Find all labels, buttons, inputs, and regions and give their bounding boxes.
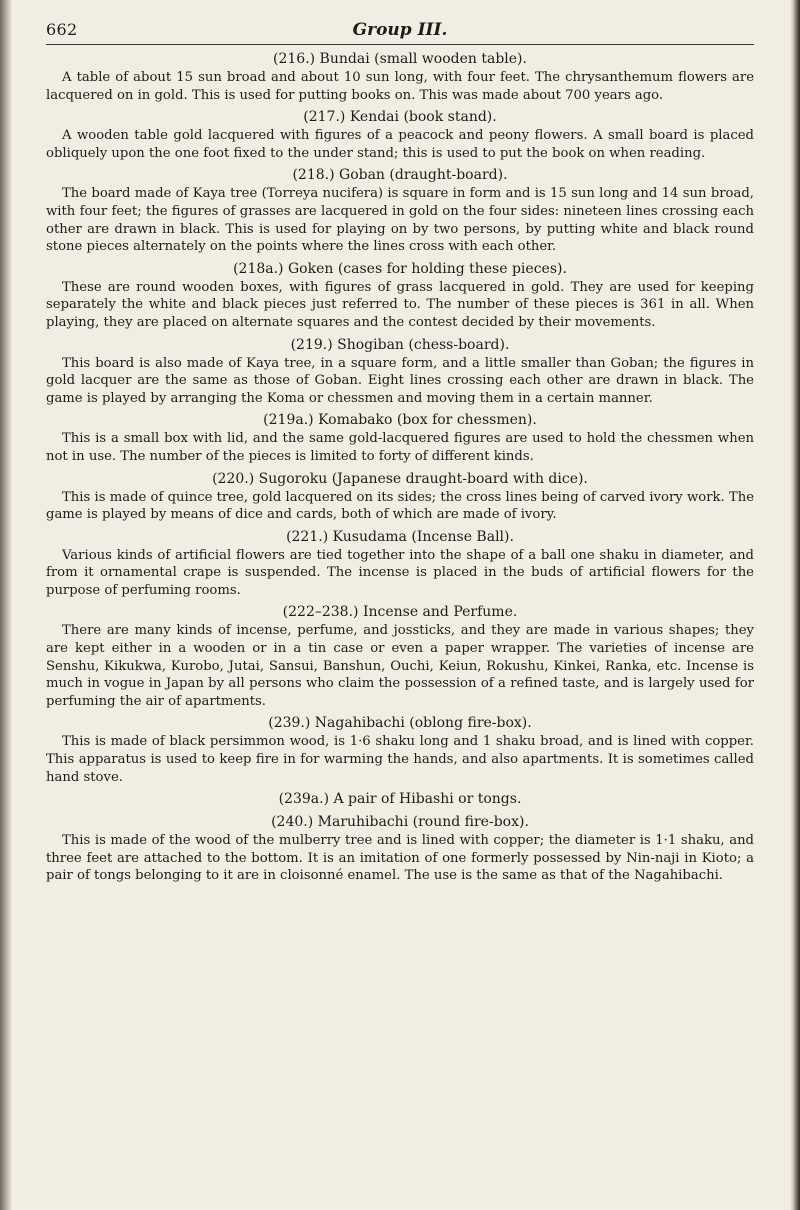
entry-text: Various kinds of artificial flowers are tied together into the shape of a ball one shaku in diameter, and from it ornamental crape is suspended. The incense is placed in the buds of artificial flowers for the purpose of perfuming rooms.	[46, 547, 754, 598]
page-header	[46, 20, 754, 45]
left-page-edge	[0, 0, 12, 1210]
entry-heading: (240.) Maruhibachi (round fire-box).	[271, 814, 529, 831]
entry-text: A wooden table gold lacquered with figures of a peacock and peony flowers. A small board is placed obliquely upon the one foot fixed to the under stand; this is used to put the book on when reading.	[46, 128, 754, 161]
entry-222-238	[46, 602, 754, 710]
entry-218a	[46, 259, 754, 332]
page-number: 662	[46, 20, 78, 39]
entry-text: This is made of quince tree, gold lacquered on its sides; the cross lines being of carved ivory work. The game is played by means of dice and cards, both of which are made of ivory.	[46, 489, 754, 523]
entry-heading: (219a.) Komabako (box for chessmen).	[263, 412, 537, 429]
entry-heading: (219.) Shogiban (chess-board).	[290, 336, 510, 353]
entry-220	[46, 469, 754, 524]
entry-text: This is a small box with lid, and the same gold-lacquered figures are used to hold the chessmen when not in use. The number of the pieces is limited to forty of different kinds.	[46, 431, 754, 464]
entry-heading: (216.) Bundai (small wooden table).	[273, 51, 527, 67]
entry-heading: (220.) Sugoroku (Japanese draught-board with dice).	[212, 470, 588, 487]
entry-heading: (218a.) Goken (cases for holding these pieces).	[233, 260, 567, 277]
entry-heading: (217.) Kendai (book stand).	[303, 109, 497, 126]
right-page-edge	[790, 0, 800, 1210]
entry-218	[46, 165, 754, 255]
entry-heading: (218.) Goban (draught-board).	[292, 167, 508, 184]
entry-219	[46, 335, 754, 408]
entry-239	[46, 713, 754, 786]
catalogue-entries	[46, 49, 754, 885]
entry-239a	[46, 789, 754, 809]
entry-heading: (239.) Nagahibachi (oblong fire-box).	[268, 715, 532, 732]
entry-221	[46, 527, 754, 600]
running-head: Group III.	[352, 20, 448, 40]
entry-219a	[46, 410, 754, 465]
entry-heading: (221.) Kusudama (Incense Ball).	[286, 528, 514, 545]
entry-text: There are many kinds of incense, perfume, and jossticks, and they are made in various shapes; they are kept either in a wooden or in a tin case or even a paper wrapper. The varieties of incense are Senshu, Kikukwa, Kurobo, Jutai, Sansui, Banshun, Ouchi, Keiun, Rokushu, Kinkei, Ranka, etc. Incense is much in vogue in Japan by all persons who claim the possession of a refined taste, and is largely used for perfuming the air of apartments.	[46, 623, 754, 709]
entry-text: The board made of Kaya tree (Torreya nucifera) is square in form and is 15 sun long and 14 sun broad, with four feet; the figures of grasses are lacquered in gold on the four sides: nineteen lines crossing each other are drawn in black. This is used for playing on by two persons, by putting white and black round stone pieces alternately on the points where the lines cross with each other.	[46, 186, 754, 255]
entry-text: A table of about 15 sun broad and about 10 sun long, with four feet. The chrysanthemum flowers are lacquered on in gold. This is used for putting books on. This was made about 700 years ago.	[46, 70, 754, 103]
entry-heading: (222–238.) Incense and Perfume.	[282, 604, 518, 621]
book-page	[46, 20, 754, 888]
entry-216	[46, 49, 754, 104]
entry-text: This is made of black persimmon wood, is 1·6 shaku long and 1 shaku broad, and is lined with copper. This apparatus is used to keep fire in for warming the hands, and also apartments. It is sometimes called hand stove.	[46, 734, 754, 785]
entry-text: This is made of the wood of the mulberry tree and is lined with copper; the diameter is 1·1 shaku, and three feet are attached to the bottom. It is an imitation of one formerly possessed by Nin-naji in Kioto; a pair of tongs belonging to it are in cloisonné enamel. The use is the same as that of the Nagahibachi.	[46, 833, 754, 884]
entry-text: This board is also made of Kaya tree, in a square form, and a little smaller than Goban; the figures in gold lacquer are the same as those of Goban. Eight lines crossing each other are drawn in black. The game is played by arranging the Koma or chessmen and moving them in a certain manner.	[46, 355, 754, 406]
entry-240	[46, 812, 754, 885]
entry-217	[46, 107, 754, 162]
entry-heading: (239a.) A pair of Hibashi or tongs.	[278, 791, 522, 808]
entry-text: These are round wooden boxes, with figures of grass lacquered in gold. They are used for keeping separately the white and black pieces just referred to. The number of these pieces is 361 in all. When playing, they are placed on alternate squares and the contest decided by their movements.	[46, 279, 754, 330]
